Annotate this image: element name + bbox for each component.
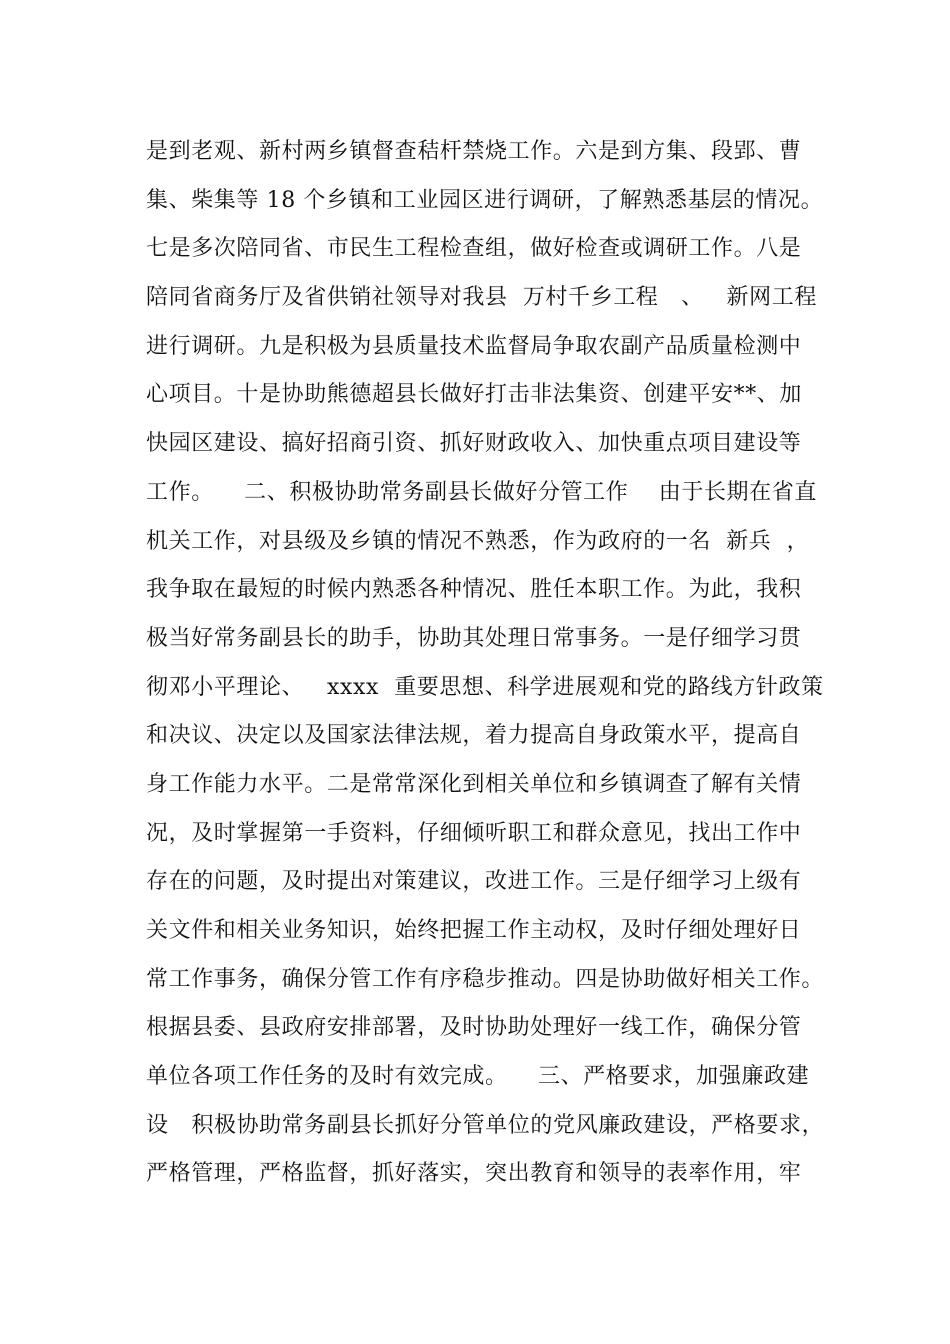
text-line: 工作。 二、积极协助常务副县长做好分管工作 由于长期在省直 xyxy=(146,479,817,505)
text-line: 常工作事务，确保分管工作有序稳步推动。四是协助做好相关工作。 xyxy=(146,966,825,992)
text-line: 我争取在最短的时候内熟悉各种情况、胜任本职工作。为此，我积 xyxy=(146,577,802,603)
text-line: 是到老观、新村两乡镇督查秸杆禁烧工作。六是到方集、段郢、曹 xyxy=(146,139,802,164)
text-line: 集、柴集等 18 个乡镇和工业园区进行调研，了解熟悉基层的情况。 xyxy=(146,187,824,213)
text-line: 心项目。十是协助熊德超县长做好打击非法集资、创建平安**、加 xyxy=(146,382,803,408)
text-line: 进行调研。九是积极为县质量技术监督局争取农副产品质量检测中 xyxy=(146,333,802,359)
text-line: 关文件和相关业务知识，始终把握工作主动权，及时仔细处理好日 xyxy=(146,918,802,943)
text-line: 设 积极协助常务副县长抓好分管单位的党风廉政建设，严格要求， xyxy=(146,1112,825,1138)
text-line: 存在的问题，及时提出对策建议，改进工作。三是仔细学习上级有 xyxy=(146,869,802,895)
text-line: 极当好常务副县长的助手，协助其处理日常事务。一是仔细学习贯 xyxy=(146,625,802,651)
text-line: 严格管理，严格监督，抓好落实，突出教育和领导的表率作用，牢 xyxy=(146,1161,802,1187)
text-line: 陪同省商务厅及省供销社领导对我县 万村千乡工程 、 新网工程 xyxy=(146,285,817,311)
text-line: 七是多次陪同省、市民生工程检查组，做好检查或调研工作。八是 xyxy=(146,236,802,262)
text-line: 况，及时掌握第一手资料，仔细倾听职工和群众意见，找出工作中 xyxy=(146,820,802,846)
body-text xyxy=(146,128,846,1199)
text-line: 机关工作，对县级及乡镇的情况不熟悉，作为政府的一名 新兵 ， xyxy=(146,528,810,554)
text-line: 和决议、决定以及国家法律法规，着力提高自身政策水平，提高自 xyxy=(146,723,802,749)
text-line: 单位各项工作任务的及时有效完成。 三、严格要求，加强廉政建 xyxy=(146,1064,810,1090)
text-line: 快园区建设、搞好招商引资、抓好财政收入、加快重点项目建设等 xyxy=(146,431,802,457)
text-line: 彻邓小平理论、 xxxx 重要思想、科学进展观和党的路线方针政策 xyxy=(146,674,824,700)
text-line: 根据县委、县政府安排部署，及时协助处理好一线工作，确保分管 xyxy=(146,1015,802,1041)
text-line: 身工作能力水平。二是常常深化到相关单位和乡镇调查了解有关情 xyxy=(146,771,802,797)
